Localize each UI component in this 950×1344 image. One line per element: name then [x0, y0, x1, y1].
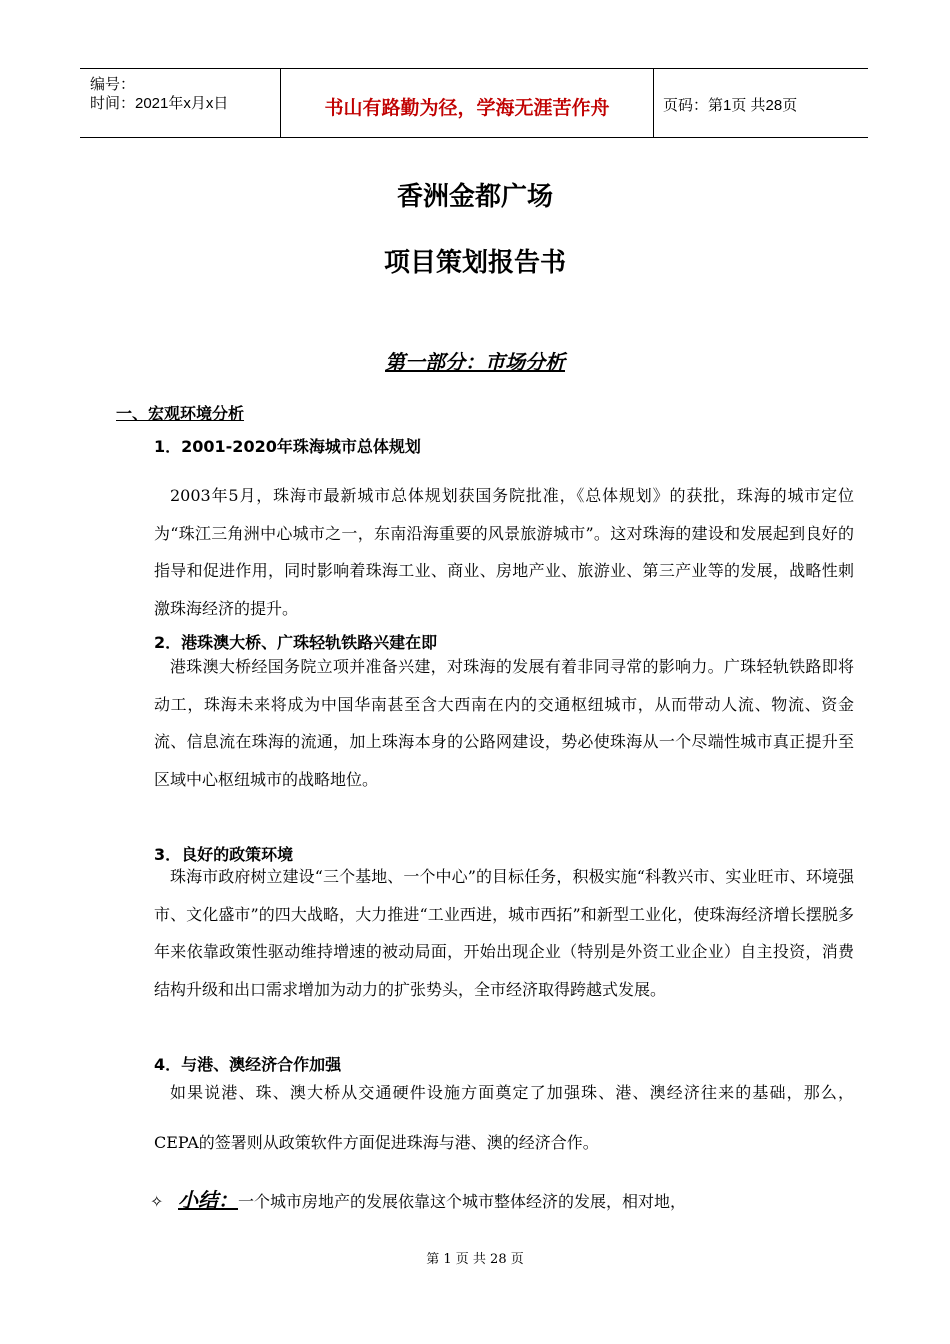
item-paragraph: 珠海市政府树立建设“三个基地、一个中心”的目标任务，积极实施“科教兴市、实业旺市、环境强市、文化盛市”的四大战略，大力推进“工业西进，城市西拓”和新型工业化，使珠海经济增长摆脱多年来依靠政策性驱动维持增速的被动局面，开始出现企业（特别是外资工业企业）自主投资，消费结构升级和出口需求增加为动力的扩张势头，全市经济取得跨越式发展。 [154, 867, 854, 999]
summary-label: 小结： [178, 1188, 238, 1212]
document-subtitle: 项目策划报告书 [383, 248, 566, 278]
header-page-cell [653, 69, 868, 137]
item-paragraph: 2003年5月，珠海市最新城市总体规划获国务院批准，《总体规划》的获批，珠海的城市定位为“珠江三角洲中心城市之一，东南沿海重要的风景旅游城市”。这对珠海的建设和发展起到良好的指导和促进作用，同时影响着珠海工业、商业、房地产业、旅游业、第三产业等的发展，战略性刺激珠海经济的提升。 [154, 486, 854, 618]
motto: 书山有路勤为径，学海无涯苦作舟 [324, 97, 610, 119]
time-label: 时间：2021年x月x日 [90, 95, 229, 112]
item-heading: 2．港珠澳大桥、广珠轻轨铁路兴建在即 [154, 633, 438, 652]
item-paragraph: 如果说港、珠、澳大桥从交通硬件设施方面奠定了加强珠、港、澳经济往来的基础，那么，CEPA的签署则从政策软件方面促进珠海与港、澳的经济合作。 [154, 1083, 854, 1152]
header-motto-cell [280, 69, 654, 137]
header-meta [80, 69, 280, 137]
summary-text: 一个城市房地产的发展依靠这个城市整体经济的发展，相对地， [238, 1192, 687, 1211]
diamond-bullet-icon: ✧ [150, 1192, 164, 1211]
page-info: 页码：第1页 共28页 [663, 97, 798, 114]
page-footer: 第 1 页 共 28 页 [426, 1252, 524, 1267]
document-header [80, 68, 868, 138]
item-heading: 4．与港、澳经济合作加强 [154, 1055, 342, 1074]
document-title: 香洲金都广场 [396, 182, 553, 212]
section-heading: 一、宏观环境分析 [116, 404, 245, 423]
item-paragraph: 港珠澳大桥经国务院立项并准备兴建，对珠海的发展有着非同寻常的影响力。广珠轻轨铁路即将动工，珠海未来将成为中国华南甚至含大西南在内的交通枢纽城市，从而带动人流、物流、资金流、信息流在珠海的流通，加上珠海本身的公路网建设，势必使珠海从一个尽端性城市真正提升至区域中心枢纽城市的战略地位。 [154, 657, 854, 789]
part-heading: 第一部分：市场分析 [385, 350, 565, 374]
serial-label: 编号： [90, 76, 136, 93]
summary [150, 1184, 686, 1213]
item-heading: 1．2001-2020年珠海城市总体规划 [154, 437, 421, 456]
item-heading: 3．良好的政策环境 [154, 845, 294, 864]
